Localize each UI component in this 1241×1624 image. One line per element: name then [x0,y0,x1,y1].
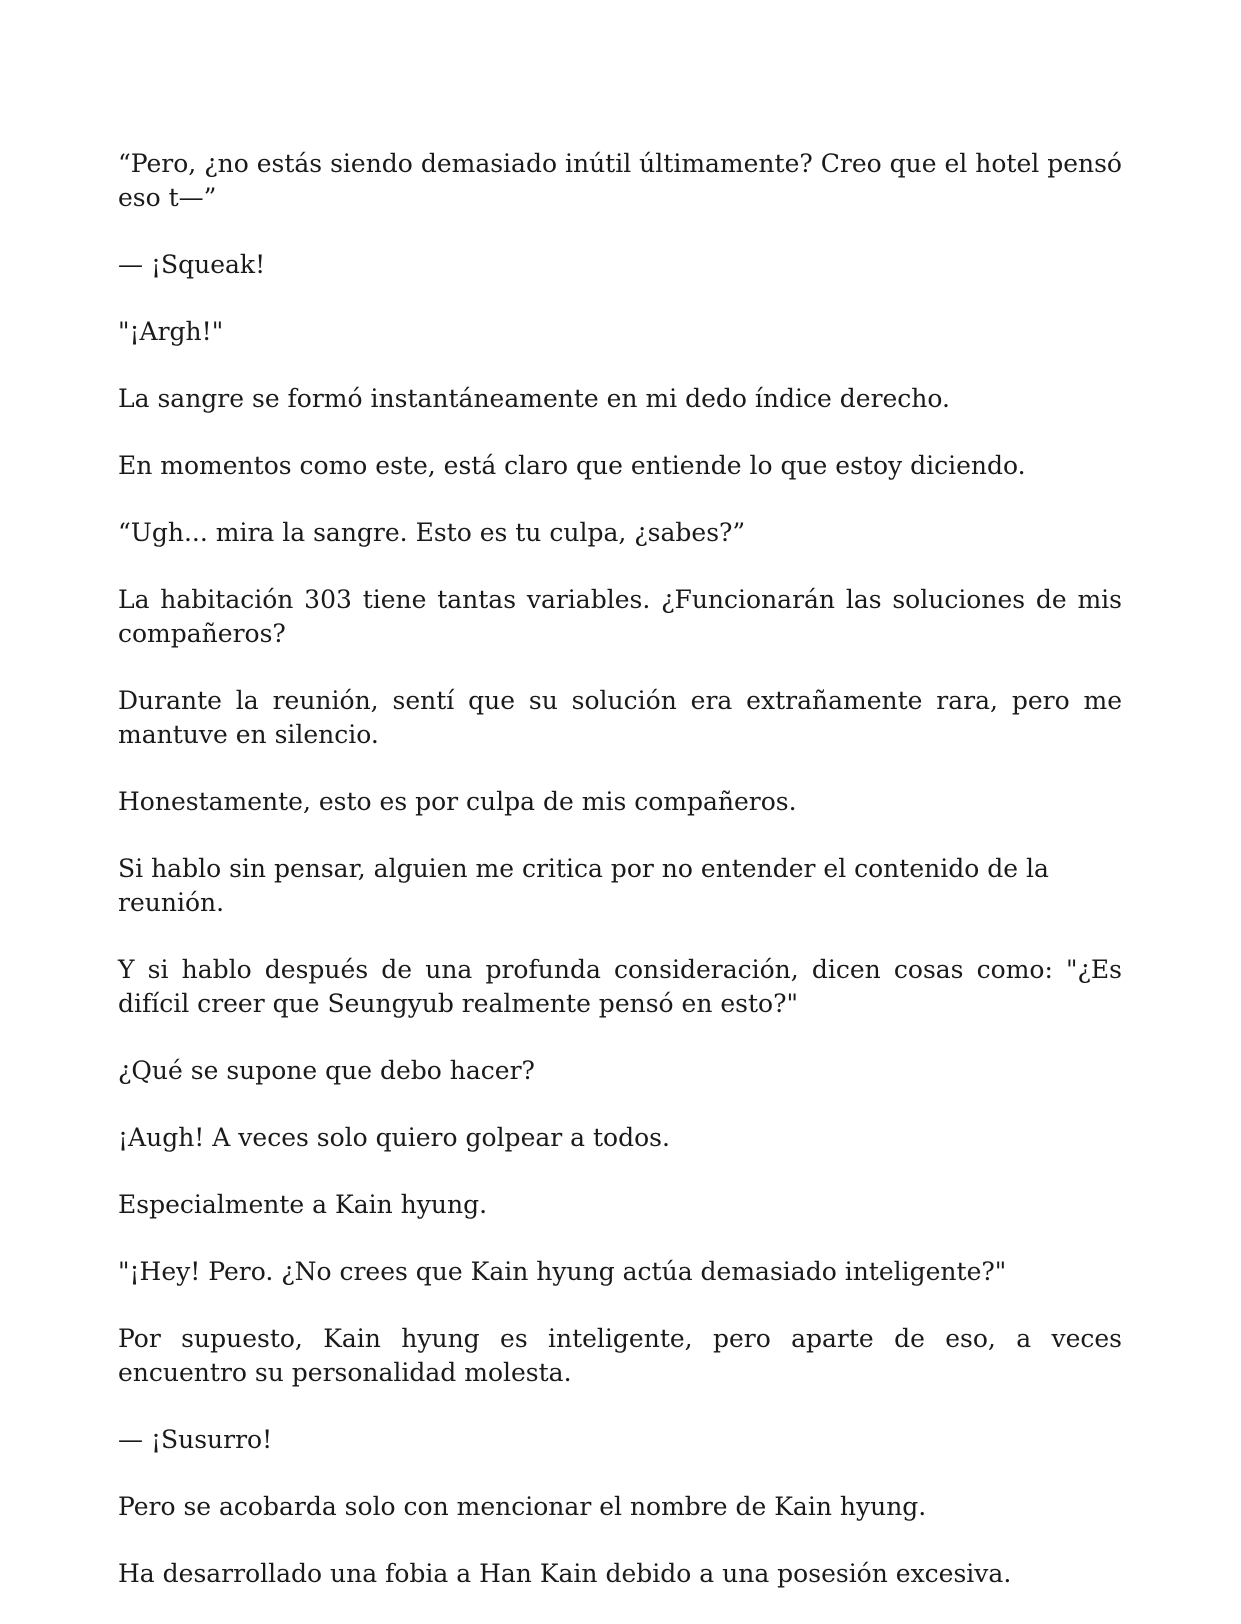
paragraph-6: “Ugh... mira la sangre. Esto es tu culpa, ¿sabes?” [118,518,746,547]
paragraph-19: Ha desarrollado una fobia a Han Kain debido a una posesión excesiva. [118,1559,1012,1588]
paragraph-15: "¡Hey! Pero. ¿No crees que Kain hyung actúa demasiado inteligente?" [118,1257,1007,1286]
paragraph-14: Especialmente a Kain hyung. [118,1190,488,1219]
paragraph-17: — ¡Susurro! [118,1425,273,1454]
paragraph-3: "¡Argh!" [118,317,224,346]
paragraph-4: La sangre se formó instantáneamente en mi dedo índice derecho. [118,384,950,413]
paragraph-12: ¿Qué se supone que debo hacer? [118,1056,535,1085]
paragraph-5: En momentos como este, está claro que entiende lo que estoy diciendo. [118,451,1026,480]
paragraph-9: Honestamente, esto es por culpa de mis compañeros. [118,787,797,816]
paragraph-10: Si hablo sin pensar, alguien me critica por no entender el contenido de la reunión. [118,854,1049,917]
paragraph-7: La habitación 303 tiene tantas variables. ¿Funcionarán las soluciones de mis compañeros? [118,585,1122,648]
paragraph-18: Pero se acobarda solo con mencionar el nombre de Kain hyung. [118,1492,927,1521]
paragraph-13: ¡Augh! A veces solo quiero golpear a todos. [118,1123,670,1152]
paragraph-11: Y si hablo después de una profunda consideración, dicen cosas como: "¿Es difícil creer que Seungyub realmente pensó en esto?" [118,955,1122,1018]
paragraph-2: — ¡Squeak! [118,250,266,279]
paragraph-16: Por supuesto, Kain hyung es inteligente, pero aparte de eso, a veces encuentro su personalidad molesta. [118,1324,1122,1387]
paragraph-1: “Pero, ¿no estás siendo demasiado inútil últimamente? Creo que el hotel pensó eso t—” [118,149,1122,212]
paragraph-8: Durante la reunión, sentí que su solución era extrañamente rara, pero me mantuve en silencio. [118,686,1122,749]
document-body [118,147,1122,1624]
